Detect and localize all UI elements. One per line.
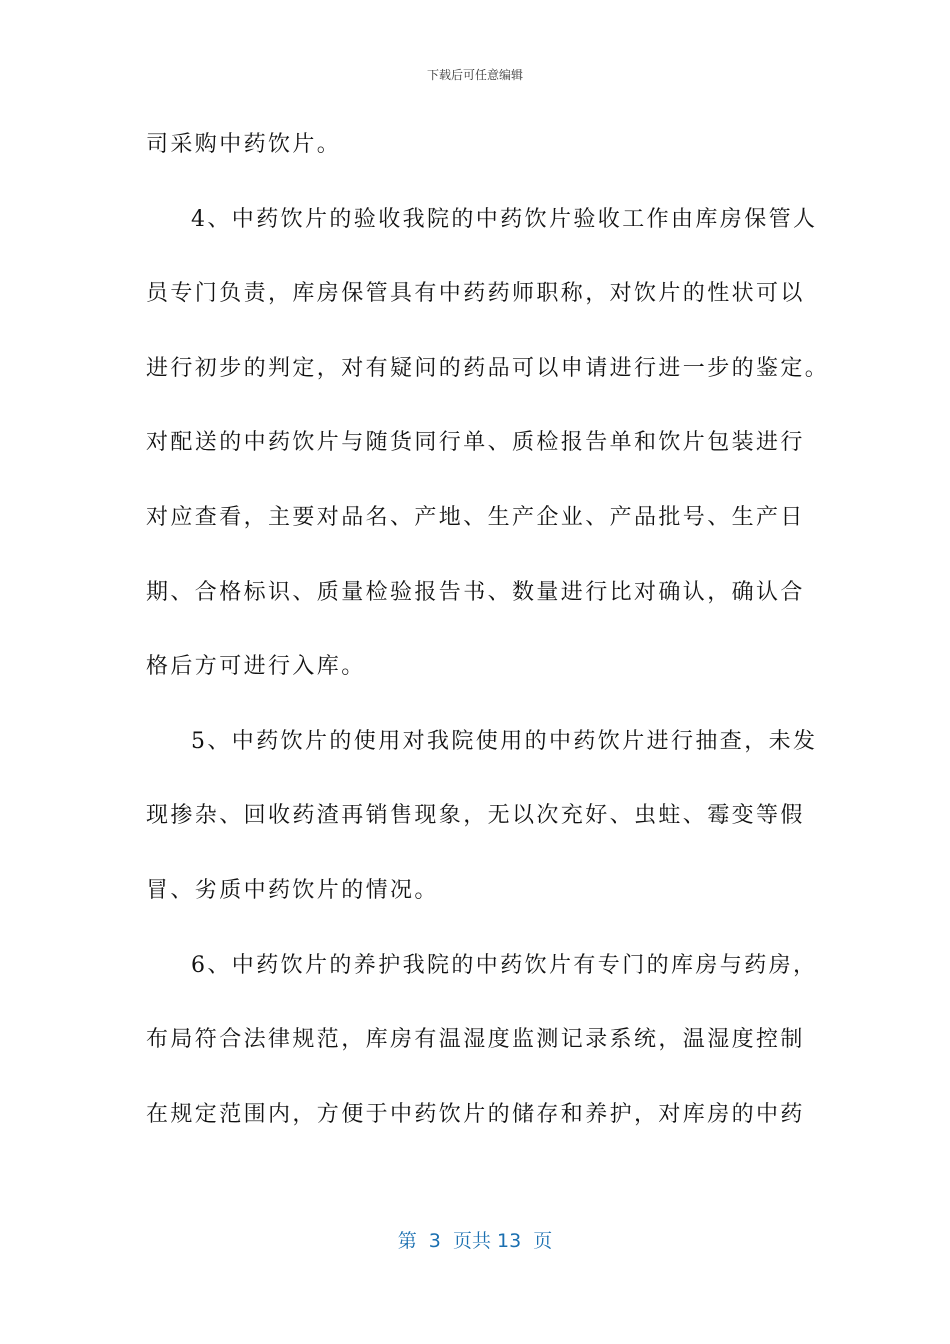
- body-line: 在规定范围内，方便于中药饮片的储存和养护，对库房的中药: [146, 1101, 805, 1127]
- body-line: 期、合格标识、质量检验报告书、数量进行比对确认，确认合: [146, 579, 805, 605]
- body-line: 6、中药饮片的养护我院的中药饮片有专门的库房与药房，: [191, 952, 818, 978]
- page-number: 第 3 页共 13 页: [397, 1230, 553, 1252]
- body-line: 4、中药饮片的验收我院的中药饮片验收工作由库房保管人: [191, 206, 818, 232]
- document-body: [146, 118, 830, 1162]
- body-line: 冒、劣质中药饮片的情况。: [146, 877, 439, 903]
- body-line: 布局符合法律规范，库房有温湿度监测记录系统，温湿度控制: [146, 1027, 805, 1053]
- body-line: 对应查看，主要对品名、产地、生产企业、产品批号、生产日: [146, 504, 805, 530]
- body-line: 现掺杂、回收药渣再销售现象，无以次充好、虫蛀、霉变等假: [146, 803, 805, 829]
- header-note: 下载后可任意编辑: [426, 68, 523, 82]
- body-line: 进行初步的判定，对有疑问的药品可以申请进行进一步的鉴定。: [146, 355, 830, 381]
- body-line: 格后方可进行入库。: [146, 654, 366, 680]
- body-line: 司采购中药饮片。: [146, 132, 342, 157]
- body-line: 5、中药饮片的使用对我院使用的中药饮片进行抽查，未发: [191, 728, 818, 754]
- body-line: 员专门负责，库房保管具有中药药师职称，对饮片的性状可以: [146, 281, 805, 307]
- body-line: 对配送的中药饮片与随货同行单、质检报告单和饮片包装进行: [146, 430, 805, 456]
